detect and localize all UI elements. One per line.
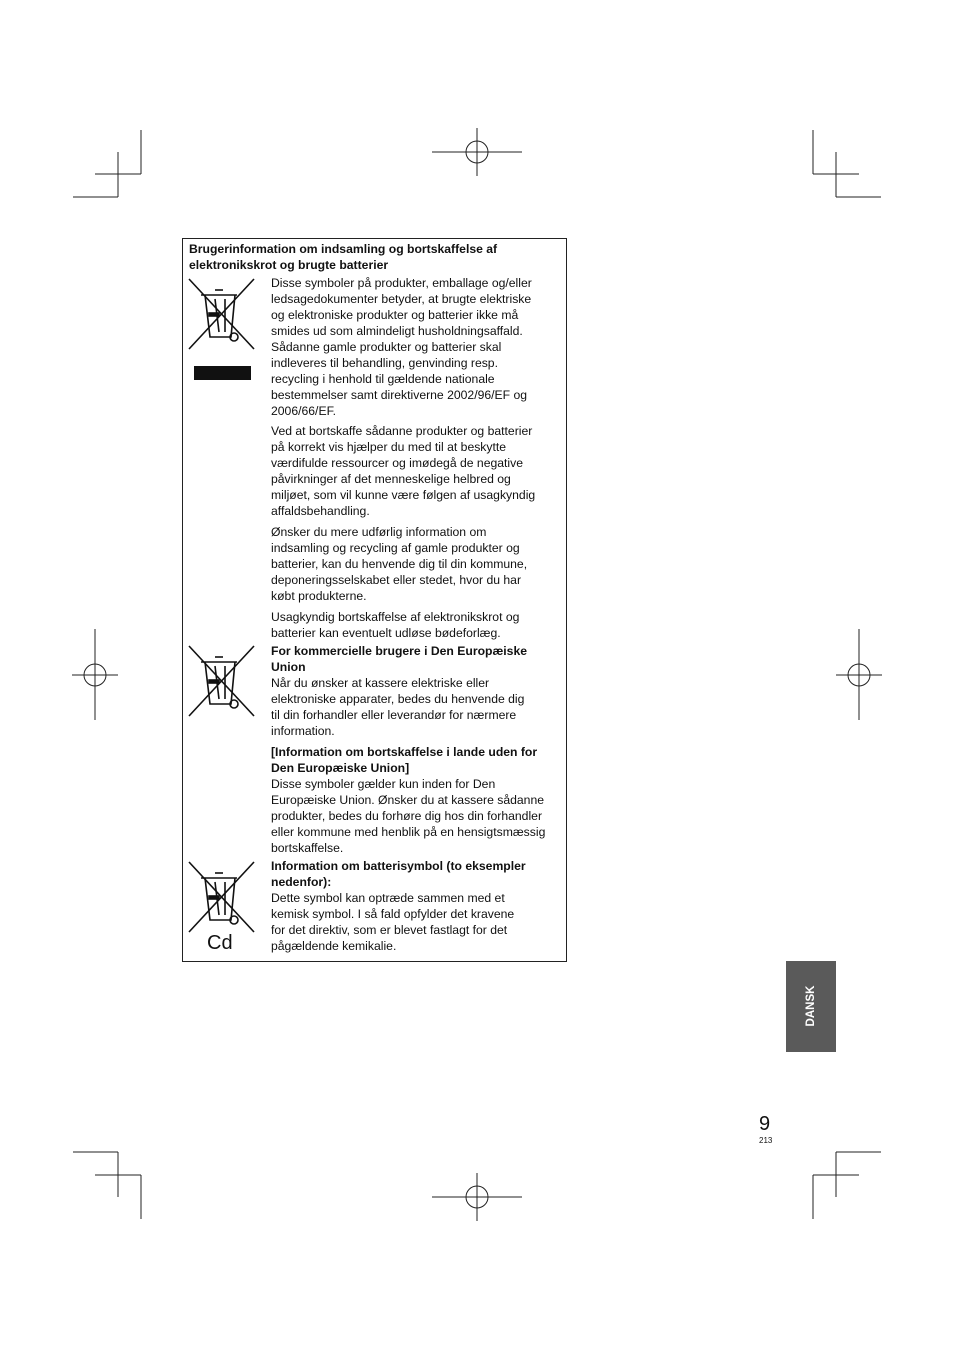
section-7: Information om batterisymbol (to eksempler nedenfor): Dette symbol kan optræde sammen med et kemisk symbol. I så fald opfylder det kravene for det direktiv, som er blevet fastlagt for det pågældende kemikalie. [271, 859, 526, 953]
chemical-symbol: Cd [207, 932, 233, 954]
language-tab [786, 961, 836, 1052]
section-1: Disse symboler på produkter, emballage og/eller ledsagedokumenter betyder, at brugte elektriske og elektroniske produkter og batterier ikke må smides ud som almindeligt husholdningsaffald. Sådanne gamle produkter og batterier skal indleveres til behandling, genvinding resp. recycling i henhold til gældende nationale bestemmelser samt direktiverne 2002/96/EF og 2006/66/EF. [271, 276, 532, 418]
section-5: For kommercielle brugere i Den Europæiske Union Når du ønsker at kassere elektriske eller elektroniske apparater, bedes du henvende dig til din forhandler eller leverandør for nærmere information. [271, 644, 528, 738]
section-3: Ønsker du mere udførlig information om indsamling og recycling af gamle produkter og batterier, kan du henvende dig til din kommune, deponeringsselskabet eller stedet, hvor du har købt produkterne. [271, 525, 528, 603]
crossed-out-bin-icon [187, 860, 257, 934]
section-6: [Information om bortskaffelse i lande uden for Den Europæiske Union] Disse symboler gælder kun inden for Den Europæiske Union. Ønsker du at kassere sådanne produkter, bedes du forhøre dig hos din forhandler eller kommune med henblik på en hensigtsmæssig bortskaffelse. [271, 745, 546, 855]
section-4: Usagkyndig bortskaffelse af elektronikskrot og batterier kan eventuelt udløse bødeforlæg. [271, 610, 520, 640]
section-2: Ved at bortskaffe sådanne produkter og batterier på korrekt vis hjælper du med til at beskytte værdifulde ressourcer og imødegå de negative påvirkninger af det menneskelige helbred og miljøet, som vil kunne være følgen af usagkyndig affaldsbehandling. [271, 424, 536, 518]
page-number-small: 213 [759, 1136, 773, 1145]
disposal-info-box [182, 238, 567, 962]
language-tab-label: DANSK [805, 985, 817, 1027]
page-number: 9 [759, 1113, 771, 1135]
crossed-out-bin-icon [187, 277, 257, 351]
black-bar [194, 366, 251, 380]
box-title: Brugerinformation om indsamling og bortskaffelse af elektronikskrot og brugte batterier [189, 242, 498, 272]
crossed-out-bin-icon [187, 644, 257, 718]
